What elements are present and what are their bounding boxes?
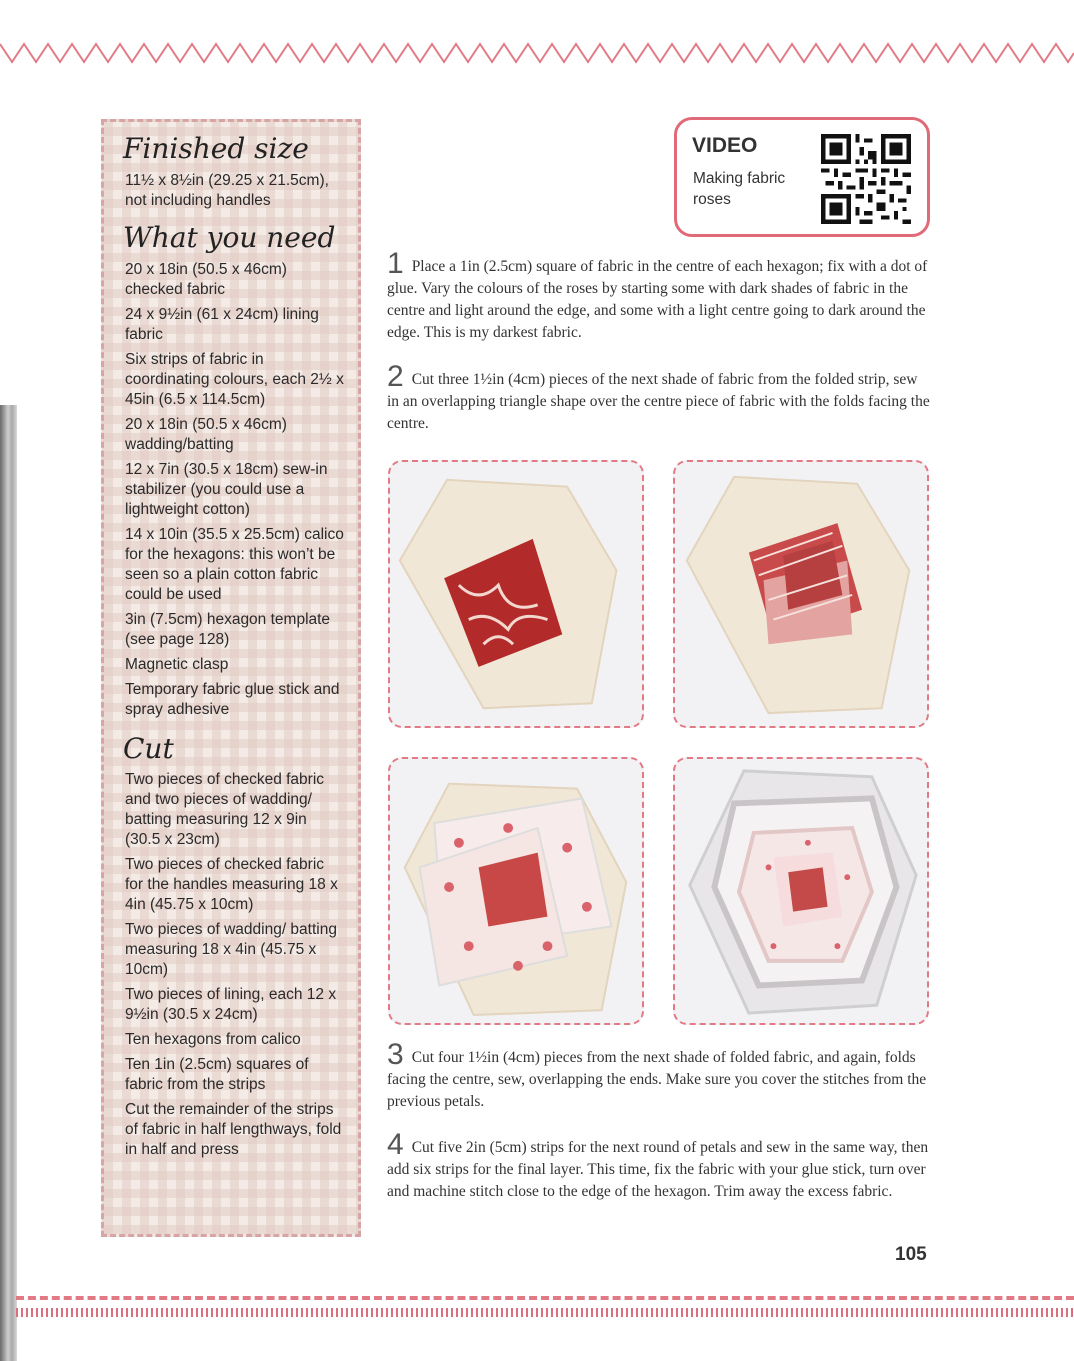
- list-item: Two pieces of lining, each 12 x 9½in (30.5 x 24cm): [125, 986, 337, 1024]
- video-callout[interactable]: [674, 117, 930, 237]
- list-item: Six strips of fabric in coordinating colours, each 2½ x 45in (6.5 x 114.5cm): [125, 350, 344, 408]
- materials-sidebar: [101, 119, 361, 1237]
- step-text: Place a 1in (2.5cm) square of fabric in the centre of each hexagon; fix with a dot of glue. Vary the colours of the roses by starting some with dark shades of fabric in the centre and light around the edge, and some with a light centre going to dark around the edge. This is my darkest fabric.: [387, 258, 928, 341]
- list-item: Two pieces of checked fabric and two pieces of wadding/ batting measuring 12 x 9in (30.5 x 23cm): [125, 771, 325, 849]
- list-item: Ten 1in (2.5cm) squares of fabric from the strips: [125, 1056, 309, 1094]
- list-item: Cut the remainder of the strips of fabric in half lengthways, fold in half and press: [125, 1101, 342, 1159]
- step-2: [387, 360, 932, 435]
- photo-step-1: [388, 460, 644, 728]
- cut-heading: Cut: [123, 731, 174, 765]
- cut-list: [123, 770, 344, 1160]
- video-label: Making fabric roses: [693, 170, 786, 208]
- list-item: 20 x 18in (50.5 x 46cm) checked fabric: [125, 260, 287, 298]
- bottom-dashed-border: [16, 1296, 1074, 1300]
- list-item: 24 x 9½in (61 x 24cm) lining fabric: [125, 305, 319, 343]
- step-1: [387, 247, 932, 344]
- list-item: Temporary fabric glue stick and spray adhesive: [125, 680, 340, 718]
- page-number: 105: [895, 1244, 927, 1265]
- page-edge-strip: [0, 405, 17, 1361]
- list-item: 14 x 10in (35.5 x 25.5cm) calico for the hexagons: this won’t be seen so a plain cotton fabric could be used: [125, 525, 344, 603]
- step-number: 3: [387, 1038, 404, 1071]
- list-item: 3in (7.5cm) hexagon template (see page 128): [125, 610, 331, 648]
- step-number: 1: [387, 247, 404, 280]
- what-you-need-heading: What you need: [123, 220, 336, 254]
- list-item: Two pieces of wadding/ batting measuring 18 x 4in (45.75 x 10cm): [125, 921, 337, 979]
- list-item: Two pieces of checked fabric for the handles measuring 18 x 4in (45.75 x 10cm): [125, 856, 338, 914]
- list-item: 12 x 7in (30.5 x 18cm) sew-in stabilizer (you could use a lightweight cotton): [125, 460, 328, 518]
- materials-list: [123, 260, 344, 720]
- qr-code-icon[interactable]: [821, 134, 911, 224]
- step-number: 4: [387, 1128, 404, 1161]
- step-text: Cut four 1½in (4cm) pieces from the next shade of folded fabric, and again, folds facing the centre, sew, overlapping the ends. Make sure you cover the stitches from the previous petals.: [387, 1049, 927, 1110]
- photo-step-3: [388, 757, 644, 1025]
- bottom-stitch-border: [16, 1308, 1074, 1317]
- video-title: VIDEO: [692, 134, 758, 157]
- list-item: Magnetic clasp: [125, 655, 229, 673]
- list-item: Ten hexagons from calico: [125, 1031, 301, 1049]
- step-text: Cut three 1½in (4cm) pieces of the next shade of fabric from the folded strip, sew in an overlapping triangle shape over the centre piece of fabric with the folds facing the centre.: [387, 371, 930, 432]
- photo-step-2: [673, 460, 929, 728]
- step-3: [387, 1038, 932, 1113]
- zigzag-border: [0, 38, 1074, 68]
- finished-size-text: 11½ x 8½in (29.25 x 21.5cm), not including handles: [125, 171, 329, 209]
- step-text: Cut five 2in (5cm) strips for the next round of petals and sew in the same way, then add six strips for the final layer. This time, fix the fabric with your glue stick, turn over and machine stitch close to the edge of the hexagon. Trim away the excess fabric.: [387, 1139, 929, 1200]
- photo-step-4: [673, 757, 929, 1025]
- list-item: 20 x 18in (50.5 x 46cm) wadding/batting: [125, 415, 287, 453]
- step-4: [387, 1128, 932, 1203]
- finished-size-heading: Finished size: [123, 132, 309, 165]
- step-number: 2: [387, 360, 404, 393]
